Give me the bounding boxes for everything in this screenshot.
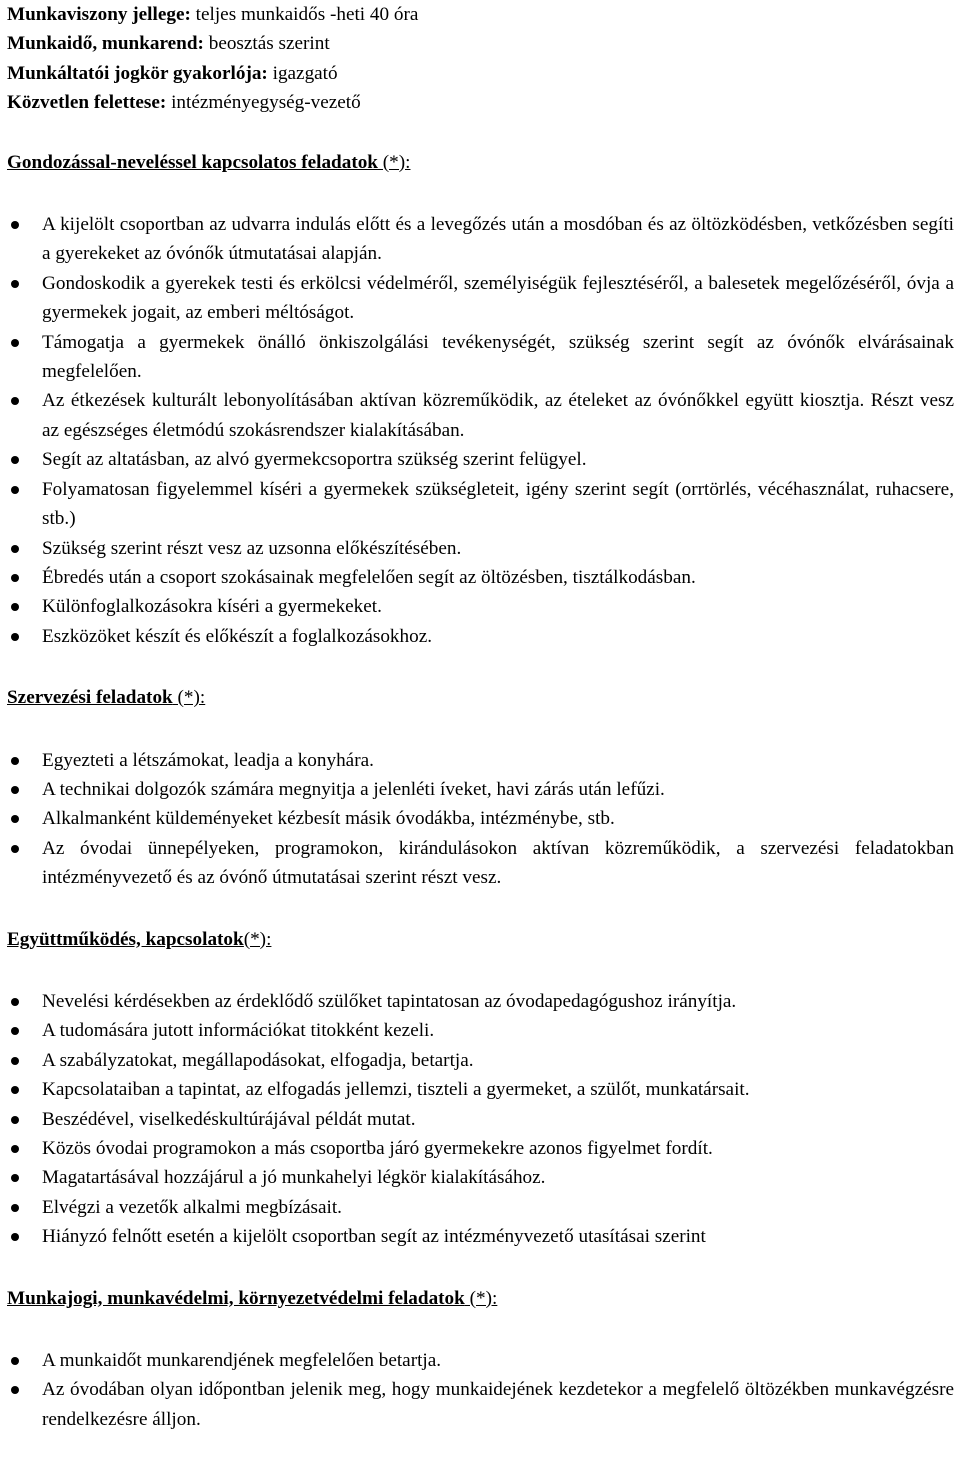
list-item: Segít az altatásban, az alvó gyermekcsoportra szükség szerint felügyel.: [7, 445, 960, 474]
care-task-list: [7, 210, 960, 651]
bullet-icon: [11, 280, 19, 288]
bullet-icon: [11, 845, 19, 853]
list-item: Közös óvodai programokon a más csoportba járó gyermekekre azonos figyelmet fordít.: [7, 1134, 960, 1163]
list-item: A technikai dolgozók számára megnyitja a jelenléti íveket, havi zárás után lefűzi.: [7, 775, 960, 804]
list-item: Az óvodában olyan időpontban jelenik meg, hogy munkaidejének kezdetekor a megfelelő öltözékben munkavégzésre rendelkezésre álljon.: [7, 1375, 960, 1434]
section-heading-labor-law: Munkajogi, munkavédelmi, környezetvédelmi feladatok (*):: [7, 1287, 498, 1309]
meta-employer-authority: Munkáltatói jogkör gyakorlója: igazgató: [7, 62, 338, 84]
bullet-icon: [11, 545, 19, 553]
section-heading-care: Gondozással-neveléssel kapcsolatos feladatok (*):: [7, 151, 411, 173]
list-item: A szabályzatokat, megállapodásokat, elfogadja, betartja.: [7, 1046, 960, 1075]
labor-law-task-list: [7, 1346, 960, 1434]
bullet-icon: [11, 1386, 19, 1394]
list-item: Gondoskodik a gyerekek testi és erkölcsi védelméről, személyiségük fejlesztéséről, a balesetek megelőzéséről, óvja a gyermekek jogait, az emberi méltóságot.: [7, 269, 960, 328]
bullet-icon: [11, 397, 19, 405]
list-item: Egyezteti a létszámokat, leadja a konyhára.: [7, 746, 960, 775]
bullet-icon: [11, 633, 19, 641]
list-item: Folyamatosan figyelemmel kíséri a gyermekek szükségleteit, igény szerint segít (orrtörlés, vécéhasználat, ruhacsere, stb.): [7, 475, 960, 534]
section-heading-organizational: Szervezési feladatok (*):: [7, 687, 206, 709]
bullet-icon: [11, 1233, 19, 1241]
meta-employment-type: Munkaviszony jellege: teljes munkaidős -heti 40 óra: [7, 4, 419, 25]
list-item: A munkaidőt munkarendjének megfelelően betartja.: [7, 1346, 960, 1375]
list-item: Különfoglalkozásokra kíséri a gyermekeket.: [7, 592, 960, 621]
bullet-icon: [11, 574, 19, 582]
bullet-icon: [11, 815, 19, 823]
section-heading-cooperation: Együttműködés, kapcsolatok(*):: [7, 928, 272, 950]
list-item: Az étkezések kulturált lebonyolításában aktívan közreműködik, az ételeket az óvónőkkel együtt kiosztja. Részt vesz az egészséges életmódú szokásrendszer kialakításában.: [7, 386, 960, 445]
bullet-icon: [11, 1204, 19, 1212]
bullet-icon: [11, 486, 19, 494]
bullet-icon: [11, 603, 19, 611]
list-item: Beszédével, viselkedéskultúrájával példát mutat.: [7, 1105, 960, 1134]
organizational-task-list: [7, 746, 960, 893]
meta-direct-supervisor: Közvetlen felettese: intézményegység-vezető: [7, 92, 361, 114]
list-item: Kapcsolataiban a tapintat, az elfogadás jellemzi, tiszteli a gyermeket, a szülőt, munkatársait.: [7, 1075, 960, 1104]
bullet-icon: [11, 1086, 19, 1094]
bullet-icon: [11, 1057, 19, 1065]
bullet-icon: [11, 998, 19, 1006]
list-item: Nevelési kérdésekben az érdeklődő szülőket tapintatosan az óvodapedagógushoz irányítja.: [7, 987, 960, 1016]
bullet-icon: [11, 221, 19, 229]
list-item: Elvégzi a vezetők alkalmi megbízásait.: [7, 1193, 960, 1222]
list-item: Hiányzó felnőtt esetén a kijelölt csoportban segít az intézményvezető utasításai szerint: [7, 1222, 960, 1251]
bullet-icon: [11, 757, 19, 765]
bullet-icon: [11, 1027, 19, 1035]
bullet-icon: [11, 1116, 19, 1124]
bullet-icon: [11, 1145, 19, 1153]
cooperation-task-list: [7, 987, 960, 1252]
bullet-icon: [11, 786, 19, 794]
list-item: Eszközöket készít és előkészít a foglalkozásokhoz.: [7, 622, 960, 651]
meta-working-hours: Munkaidő, munkarend: beosztás szerint: [7, 33, 330, 55]
list-item: Szükség szerint részt vesz az uzsonna előkészítésében.: [7, 534, 960, 563]
bullet-icon: [11, 456, 19, 464]
list-item: A kijelölt csoportban az udvarra indulás előtt és a levegőzés után a mosdóban és az öltözködésben, vetkőzésben segíti a gyerekeket az óvónők útmutatásai alapján.: [7, 210, 960, 269]
list-item: Az óvodai ünnepélyeken, programokon, kirándulásokon aktívan közreműködik, a szervezési feladatokban intézményvezető és az óvónő útmutatásai szerint részt vesz.: [7, 834, 960, 893]
list-item: Alkalmanként küldeményeket kézbesít másik óvodákba, intézménybe, stb.: [7, 804, 960, 833]
list-item: Magatartásával hozzájárul a jó munkahelyi légkör kialakításához.: [7, 1163, 960, 1192]
job-meta: [7, 0, 960, 118]
bullet-icon: [11, 339, 19, 347]
bullet-icon: [11, 1174, 19, 1182]
bullet-icon: [11, 1357, 19, 1365]
list-item: Ébredés után a csoport szokásainak megfelelően segít az öltözésben, tisztálkodásban.: [7, 563, 960, 592]
list-item: A tudomására jutott információkat titokként kezeli.: [7, 1016, 960, 1045]
list-item: Támogatja a gyermekek önálló önkiszolgálási tevékenységét, szükség szerint segít az óvónők elvárásainak megfelelően.: [7, 328, 960, 387]
